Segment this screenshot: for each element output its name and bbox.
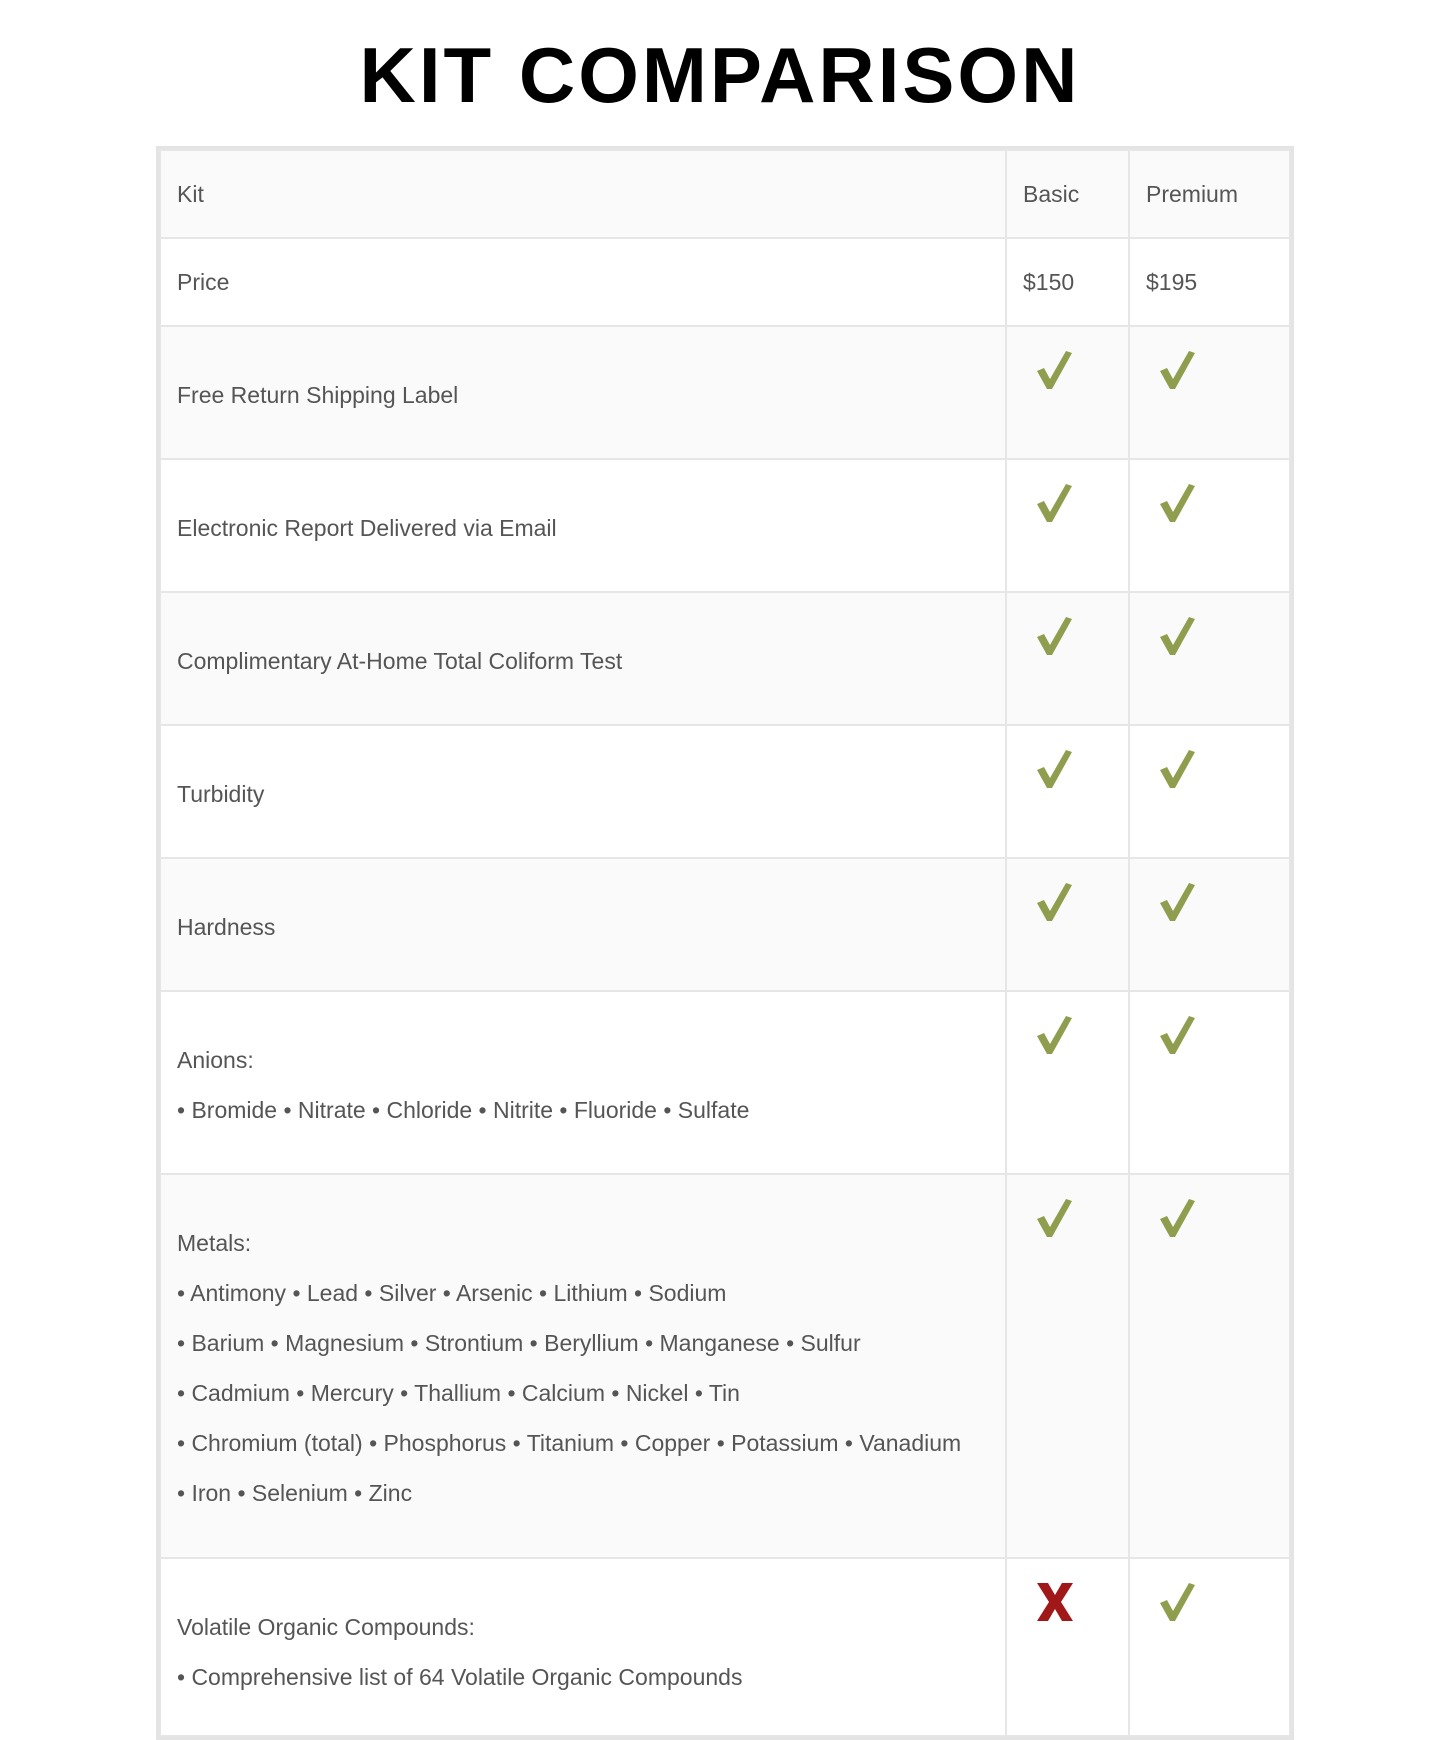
basic-mark [1006, 459, 1129, 592]
checkmark-icon [1035, 482, 1073, 524]
comparison-table [156, 146, 1294, 1740]
checkmark-icon [1158, 1581, 1196, 1623]
checkmark-icon [1035, 748, 1073, 790]
header-row [160, 150, 1290, 238]
premium-mark [1129, 326, 1290, 459]
checkmark-icon [1158, 482, 1196, 524]
premium-mark [1129, 1174, 1290, 1558]
feature-row [160, 592, 1290, 725]
feature-label: Electronic Report Delivered via Email [177, 515, 557, 541]
premium-mark [1129, 592, 1290, 725]
feature-label: Volatile Organic Compounds: [177, 1614, 475, 1640]
premium-mark [1129, 858, 1290, 991]
basic-mark [1006, 592, 1129, 725]
analyte-list-line: • Cadmium • Mercury • Thallium • Calcium • Nickel • Tin [177, 1380, 740, 1406]
checkmark-icon [1035, 881, 1073, 923]
header-kit: Kit [160, 150, 1006, 238]
checkmark-icon [1158, 615, 1196, 657]
checkmark-icon [1035, 349, 1073, 391]
header-premium: Premium [1129, 150, 1290, 238]
feature-row [160, 725, 1290, 858]
checkmark-icon [1035, 1197, 1073, 1239]
price-premium: $195 [1129, 238, 1290, 326]
price-label: Price [160, 238, 1006, 326]
basic-mark [1006, 991, 1129, 1174]
basic-mark [1006, 1558, 1129, 1736]
premium-mark [1129, 459, 1290, 592]
analyte-list-line: • Barium • Magnesium • Strontium • Beryllium • Manganese • Sulfur [177, 1330, 861, 1356]
feature-row-metals [160, 1174, 1290, 1558]
basic-mark [1006, 1174, 1129, 1558]
feature-row [160, 326, 1290, 459]
basic-mark [1006, 326, 1129, 459]
feature-label: Complimentary At-Home Total Coliform Test [177, 648, 623, 674]
feature-row [160, 459, 1290, 592]
premium-mark [1129, 725, 1290, 858]
feature-label: Anions: [177, 1047, 254, 1073]
checkmark-icon [1158, 748, 1196, 790]
feature-row-vocs [160, 1558, 1290, 1736]
analyte-list-line: • Chromium (total) • Phosphorus • Titanium • Copper • Potassium • Vanadium [177, 1430, 962, 1456]
analyte-list-line: • Bromide • Nitrate • Chloride • Nitrite • Fluoride • Sulfate [177, 1097, 750, 1123]
premium-mark [1129, 991, 1290, 1174]
feature-row-anions [160, 991, 1290, 1174]
premium-mark [1129, 1558, 1290, 1736]
price-basic: $150 [1006, 238, 1129, 326]
price-row [160, 238, 1290, 326]
feature-label: Hardness [177, 914, 276, 940]
header-basic: Basic [1006, 150, 1129, 238]
checkmark-icon [1035, 615, 1073, 657]
feature-label: Metals: [177, 1230, 252, 1256]
analyte-list-line: • Comprehensive list of 64 Volatile Organic Compounds [177, 1664, 743, 1690]
checkmark-icon [1158, 349, 1196, 391]
basic-mark [1006, 725, 1129, 858]
analyte-list-line: • Antimony • Lead • Silver • Arsenic • Lithium • Sodium [177, 1280, 727, 1306]
checkmark-icon [1035, 1014, 1073, 1056]
checkmark-icon [1158, 1197, 1196, 1239]
basic-mark [1006, 858, 1129, 991]
checkmark-icon [1158, 881, 1196, 923]
checkmark-icon [1158, 1014, 1196, 1056]
feature-label: Turbidity [177, 781, 265, 807]
analyte-list-line: • Iron • Selenium • Zinc [177, 1480, 413, 1506]
page-title: KIT COMPARISON [359, 31, 1081, 119]
feature-label: Free Return Shipping Label [177, 382, 459, 408]
feature-row [160, 858, 1290, 991]
x-mark-icon [1035, 1581, 1073, 1623]
